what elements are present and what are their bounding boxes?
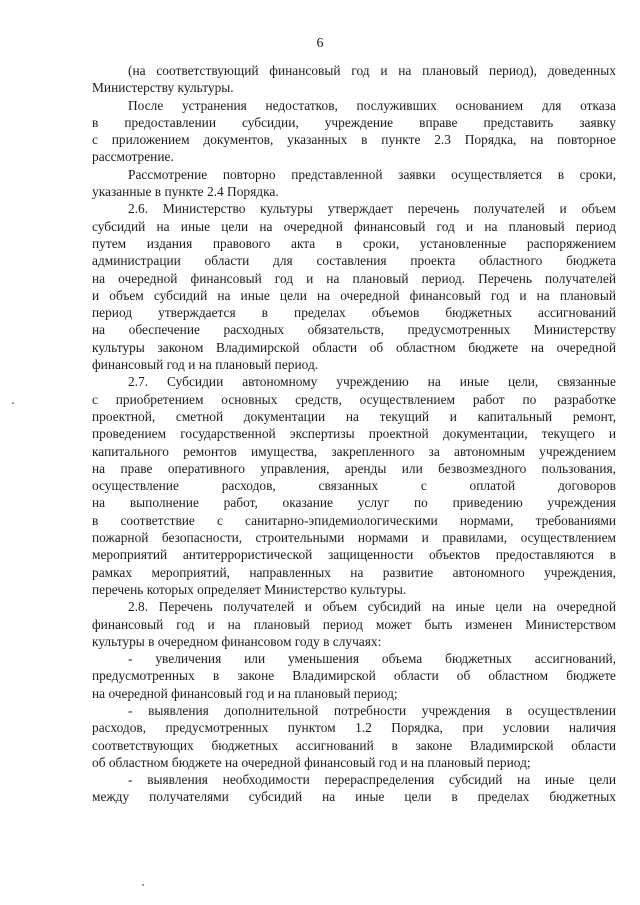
text-line: с приобретением основных средств, осуществлением работ по разработке — [92, 391, 616, 407]
text-line: рассмотрение. — [92, 149, 174, 165]
paragraph — [92, 200, 616, 373]
text-line: - увеличения или уменьшения объема бюджетных ассигнований, — [128, 651, 616, 667]
paragraph — [92, 166, 616, 201]
text-line: 2.7. Субсидии автономному учреждению на иные цели, связанные — [128, 374, 616, 390]
text-line: финансовый год и на плановый период. — [92, 357, 319, 373]
text-line: (на соответствующий финансовый год и на плановый период), доведенных — [128, 63, 616, 78]
text-line: на обеспечение расходных обязательств, предусмотренных Министерству — [92, 322, 616, 338]
text-line: и объем субсидий на иные цели на очередной финансовый год и на плановый — [92, 287, 616, 303]
text-line: на очередной финансовый год и на плановый период. Перечень получателей — [92, 270, 616, 286]
scan-speck — [142, 884, 144, 886]
text-line: путем издания правового акта в сроки, установленные распоряжением — [92, 235, 616, 251]
paragraph — [92, 650, 616, 702]
text-line: на очередной финансовый год и на плановый период; — [92, 685, 398, 701]
text-line: субсидий на иные цели на очередной финансовый год и на плановый период — [92, 218, 616, 234]
text-line: проведением государственной экспертизы проектной документации, текущего и — [92, 426, 616, 442]
text-line: соответствующих бюджетных ассигнований в законе Владимирской области — [92, 737, 616, 753]
paragraph — [92, 702, 616, 771]
text-line: в соответствие с санитарно-эпидемиологическими нормами, требованиями — [92, 512, 616, 528]
text-line: предусмотренных в законе Владимирской области об областном бюджете — [92, 668, 616, 684]
paragraph — [92, 598, 616, 650]
text-line: перечень которых определяет Министерство культуры. — [92, 581, 407, 597]
text-line: проектной, сметной документации на текущий и капитальный ремонт, — [92, 408, 616, 424]
text-line: культуры законом Владимирской области об областном бюджете на очередной — [92, 339, 616, 355]
scan-speck — [12, 402, 14, 404]
paragraph — [92, 62, 616, 97]
text-line: между получателями субсидий на иные цели в пределах бюджетных — [92, 789, 616, 805]
page-number: 6 — [316, 36, 324, 51]
text-line: период утверждается в пределах объемов бюджетных ассигнований — [92, 305, 616, 321]
text-line: в предоставлении субсидии, учреждение вправе представить заявку — [92, 114, 616, 130]
text-line: на праве оперативного управления, аренды или безвозмездного пользования, — [92, 460, 616, 476]
text-line: осуществление расходов, связанных с оплатой договоров — [92, 478, 616, 494]
text-line: 2.8. Перечень получателей и объем субсидий на иные цели на очередной — [128, 599, 616, 615]
text-line: рамках мероприятий, направленных на развитие автономного учреждения, — [92, 564, 616, 580]
document-body — [92, 62, 616, 806]
paragraph — [92, 97, 616, 166]
text-line: пожарной безопасности, строительными нормами и правилами, осуществлением — [92, 530, 616, 546]
text-line: После устранения недостатков, послуживших основанием для отказа — [128, 97, 616, 113]
text-line: - выявления необходимости перераспределения субсидий на иные цели — [128, 772, 616, 788]
text-line: Рассмотрение повторно представленной заявки осуществляется в сроки, — [128, 166, 616, 182]
text-line: культуры в очередном финансовом году в случаях: — [92, 633, 382, 649]
text-line: Министерству культуры. — [92, 80, 234, 96]
text-line: администрации области для составления проекта областного бюджета — [92, 253, 616, 269]
text-line: 2.6. Министерство культуры утверждает перечень получателей и объем — [128, 201, 616, 217]
text-line: расходов, предусмотренных пунктом 1.2 Порядка, при условии наличия — [92, 720, 616, 736]
text-line: финансовый год и на плановый период может быть изменен Министерством — [92, 616, 616, 632]
text-line: капитального ремонтов имущества, закрепленного за автономным учреждением — [92, 443, 616, 459]
text-line: мероприятий антитеррористической защищенности объектов предоставляются в — [92, 547, 616, 563]
text-line: указанные в пункте 2.4 Порядка. — [92, 184, 279, 200]
text-line: - выявления дополнительной потребности учреждения в осуществлении — [128, 702, 616, 718]
paragraph — [92, 771, 616, 806]
text-line: с приложением документов, указанных в пункте 2.3 Порядка, на повторное — [92, 132, 616, 148]
paragraph — [92, 373, 616, 598]
text-line: об областном бюджете на очередной финансовый год и на плановый период; — [92, 754, 531, 770]
text-line: на выполнение работ, оказание услуг по приведению учреждения — [92, 495, 616, 511]
